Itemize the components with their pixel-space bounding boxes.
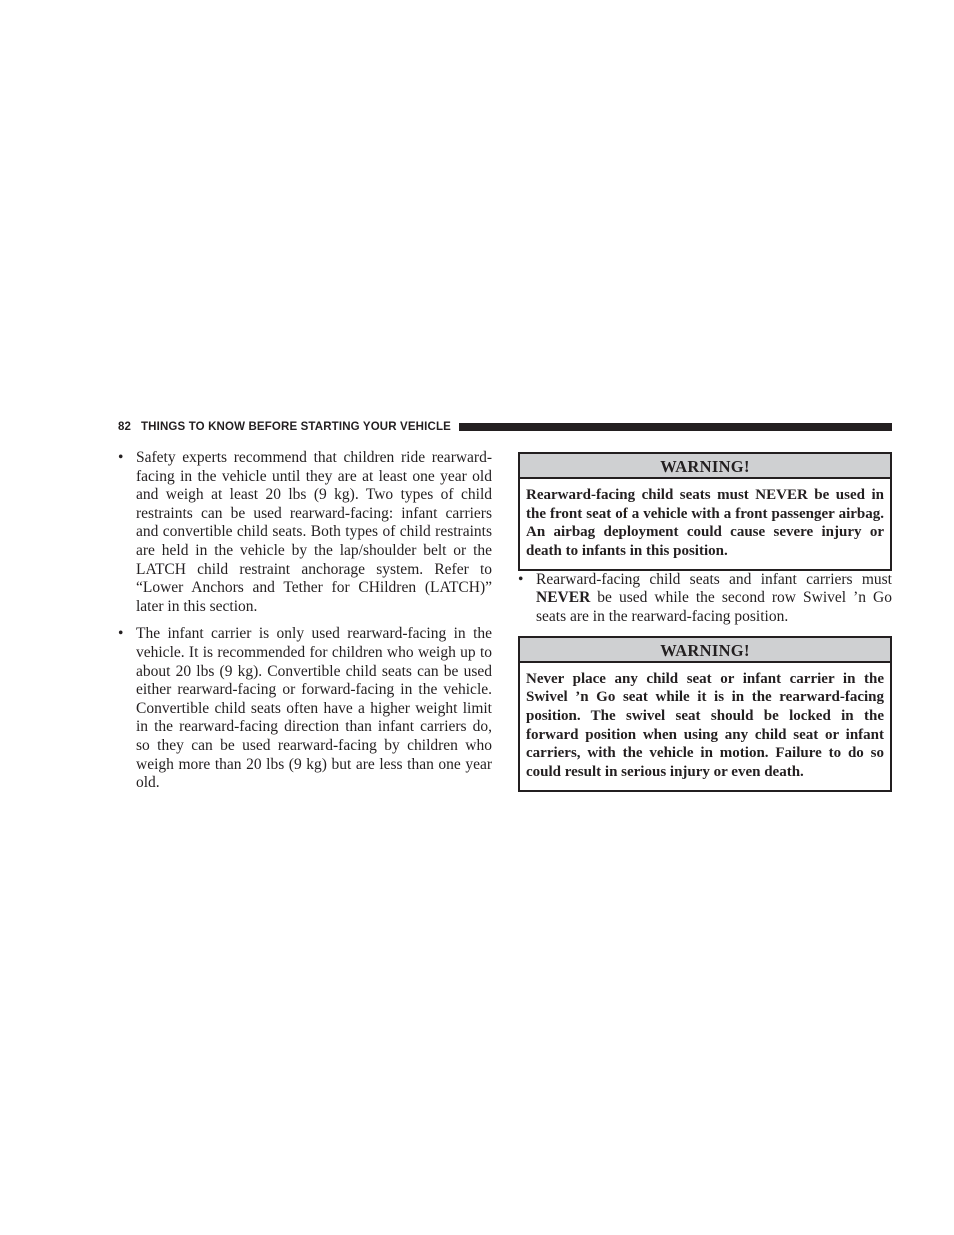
right-bullet-list bbox=[518, 571, 892, 627]
bullet-text-end: be used while the second row Swivel ’n Go seats are in the rearward-facing position. bbox=[536, 589, 892, 625]
bullet-text: The infant carrier is only used rearward-facing in the vehicle. It is recommended for children who weigh up to about 20 lbs (9 kg). Convertible child seats can be used either rearward-facing or forward-facing in the vehicle. Convertible child seats often have a higher weight limit in the rearward-facing direction than infant carriers do, so they can be used rearward-facing by children who weigh more than 20 lbs (9 kg) but are less than one year old. bbox=[136, 625, 492, 792]
warning-body: Never place any child seat or infant carrier in the Swivel ’n Go seat while it is in the rearward-facing position. The swivel seat should be locked in the forward position when using any child seat or infant carriers, with the vehicle in motion. Failure to do so could result in serious injury or even death. bbox=[526, 670, 884, 781]
list-item bbox=[118, 625, 492, 792]
warning-title: WARNING! bbox=[520, 638, 890, 663]
bullet-text: Safety experts recommend that children ride rearward-facing in the vehicle until they are at least one year old and weigh at least 20 lbs (9 kg). Two types of child restraints can be used rearward-facing: infant carriers and convertible child seats. Both types of child restraints are held in the vehicle by the lap/shoulder belt or the LATCH child restraint anchorage system. Refer to “Lower Anchors and Tether for CHildren (LATCH)” later in this section. bbox=[136, 449, 492, 615]
left-bullet-list bbox=[118, 449, 492, 793]
bullet-text-start: Rearward-facing child seats and infant carriers must bbox=[536, 570, 892, 588]
bullet-icon: • bbox=[118, 625, 124, 643]
right-column bbox=[518, 452, 892, 792]
list-item bbox=[518, 571, 892, 627]
bullet-icon: • bbox=[518, 570, 524, 588]
warning-body: Rearward-facing child seats must NEVER be used in the front seat of a vehicle with a front passenger airbag. An airbag deployment could cause severe injury or death to infants in this position. bbox=[526, 487, 884, 560]
bullet-icon: • bbox=[118, 449, 124, 466]
page-number: 82 bbox=[118, 421, 131, 433]
warning-box-airbag bbox=[518, 452, 892, 571]
page-header bbox=[118, 418, 892, 436]
header-rule bbox=[459, 423, 892, 431]
warning-title: WARNING! bbox=[520, 454, 890, 479]
left-column bbox=[118, 449, 492, 802]
warning-box-swivel bbox=[518, 636, 892, 792]
bullet-emphasis: NEVER bbox=[536, 589, 591, 607]
list-item bbox=[118, 449, 492, 616]
section-title: THINGS TO KNOW BEFORE STARTING YOUR VEHICLE bbox=[141, 421, 451, 433]
